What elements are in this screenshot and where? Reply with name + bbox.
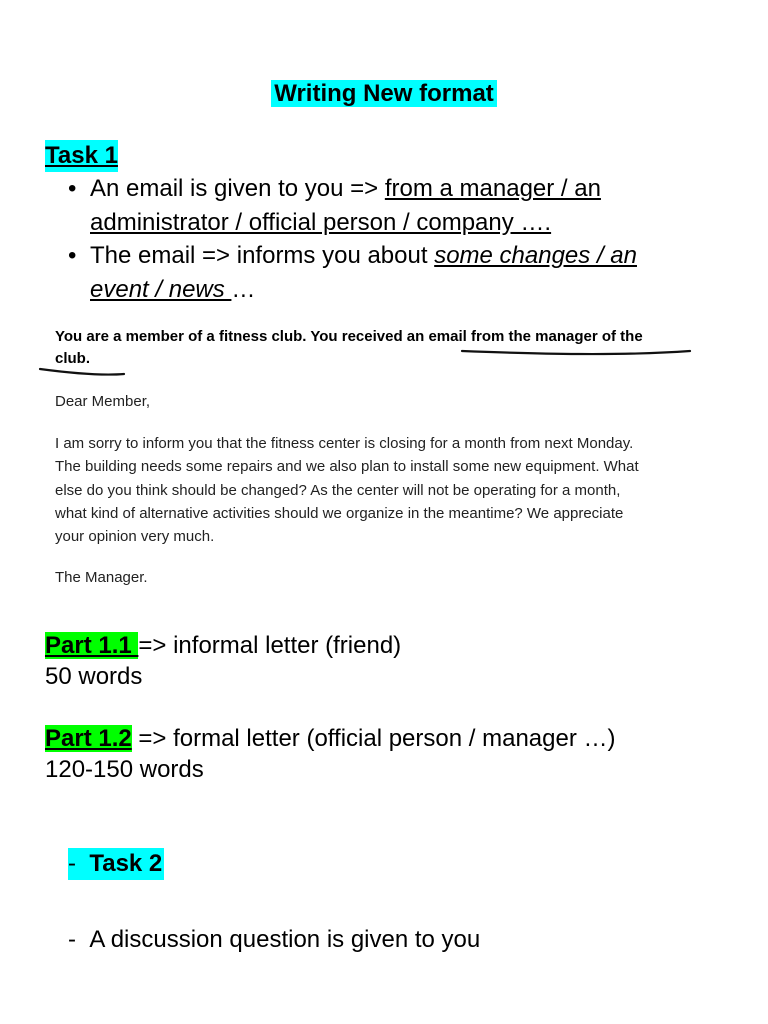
bullet-2-prefix: The email => informs you about: [90, 242, 435, 269]
bullet-1-prefix: An email is given to you =>: [90, 175, 385, 202]
part-1-2-label: Part 1.2: [45, 725, 132, 752]
email-signoff: The Manager.: [55, 569, 148, 586]
task2-heading: [68, 848, 164, 880]
task1-bullet-2: [68, 239, 708, 306]
email-body-line: else do you think should be changed? As the center will not be operating for a month,: [55, 481, 621, 499]
task1-heading: Task 1: [45, 140, 118, 172]
task2-heading-text: Task 2: [89, 850, 163, 877]
bullet-dot-icon: •: [68, 242, 77, 269]
page-title-text: Writing New format: [271, 80, 497, 107]
email-body-line: what kind of alternative activities should we organize in the meantime? We appreciate: [55, 504, 624, 522]
email-body-line: I am sorry to inform you that the fitness center is closing for a month from next Monday.: [55, 435, 634, 452]
email-intro-plain: You are a member of a fitness club. You received an: [55, 328, 429, 345]
part-1-2: [45, 723, 615, 785]
task1-bullet-list: [68, 172, 708, 306]
task2-dash: -: [68, 850, 76, 877]
email-intro: [55, 326, 715, 370]
part-1-1-word-count: 50 words: [45, 663, 143, 690]
bullet-2-italic-2: event / news: [90, 275, 232, 303]
task2-item-text: A discussion question is given to you: [89, 926, 481, 953]
part-1-2-description: => formal letter (official person / manager …): [131, 725, 616, 752]
email-body: [55, 432, 735, 548]
email-intro-emphasis: email from the manager of the: [428, 328, 643, 345]
email-body-line: The building needs some repairs and we also plan to install some new equipment. What: [55, 458, 639, 476]
bullet-1-underlined-2: administrator / official person / company ….: [90, 208, 552, 236]
bullet-2-suffix: …: [231, 275, 256, 303]
bullet-2-italic-1: some changes / an: [434, 242, 637, 269]
bullet-1-underlined-1: from a manager / an: [384, 175, 601, 202]
part-1-2-word-count: 120-150 words: [45, 756, 204, 783]
bullet-dot-icon: •: [68, 175, 77, 202]
task2-item: [68, 924, 480, 956]
email-intro-line2: club.: [55, 350, 91, 367]
task1-bullet-1: [68, 172, 708, 239]
email-greeting: Dear Member,: [55, 393, 151, 410]
page-title: [0, 78, 768, 110]
part-1-1: [45, 630, 401, 692]
task2-item-dash: -: [68, 926, 76, 953]
part-1-1-description: => informal letter (friend): [138, 632, 402, 659]
email-body-line: your opinion very much.: [55, 528, 215, 546]
part-1-1-label: Part 1.1: [45, 632, 139, 659]
